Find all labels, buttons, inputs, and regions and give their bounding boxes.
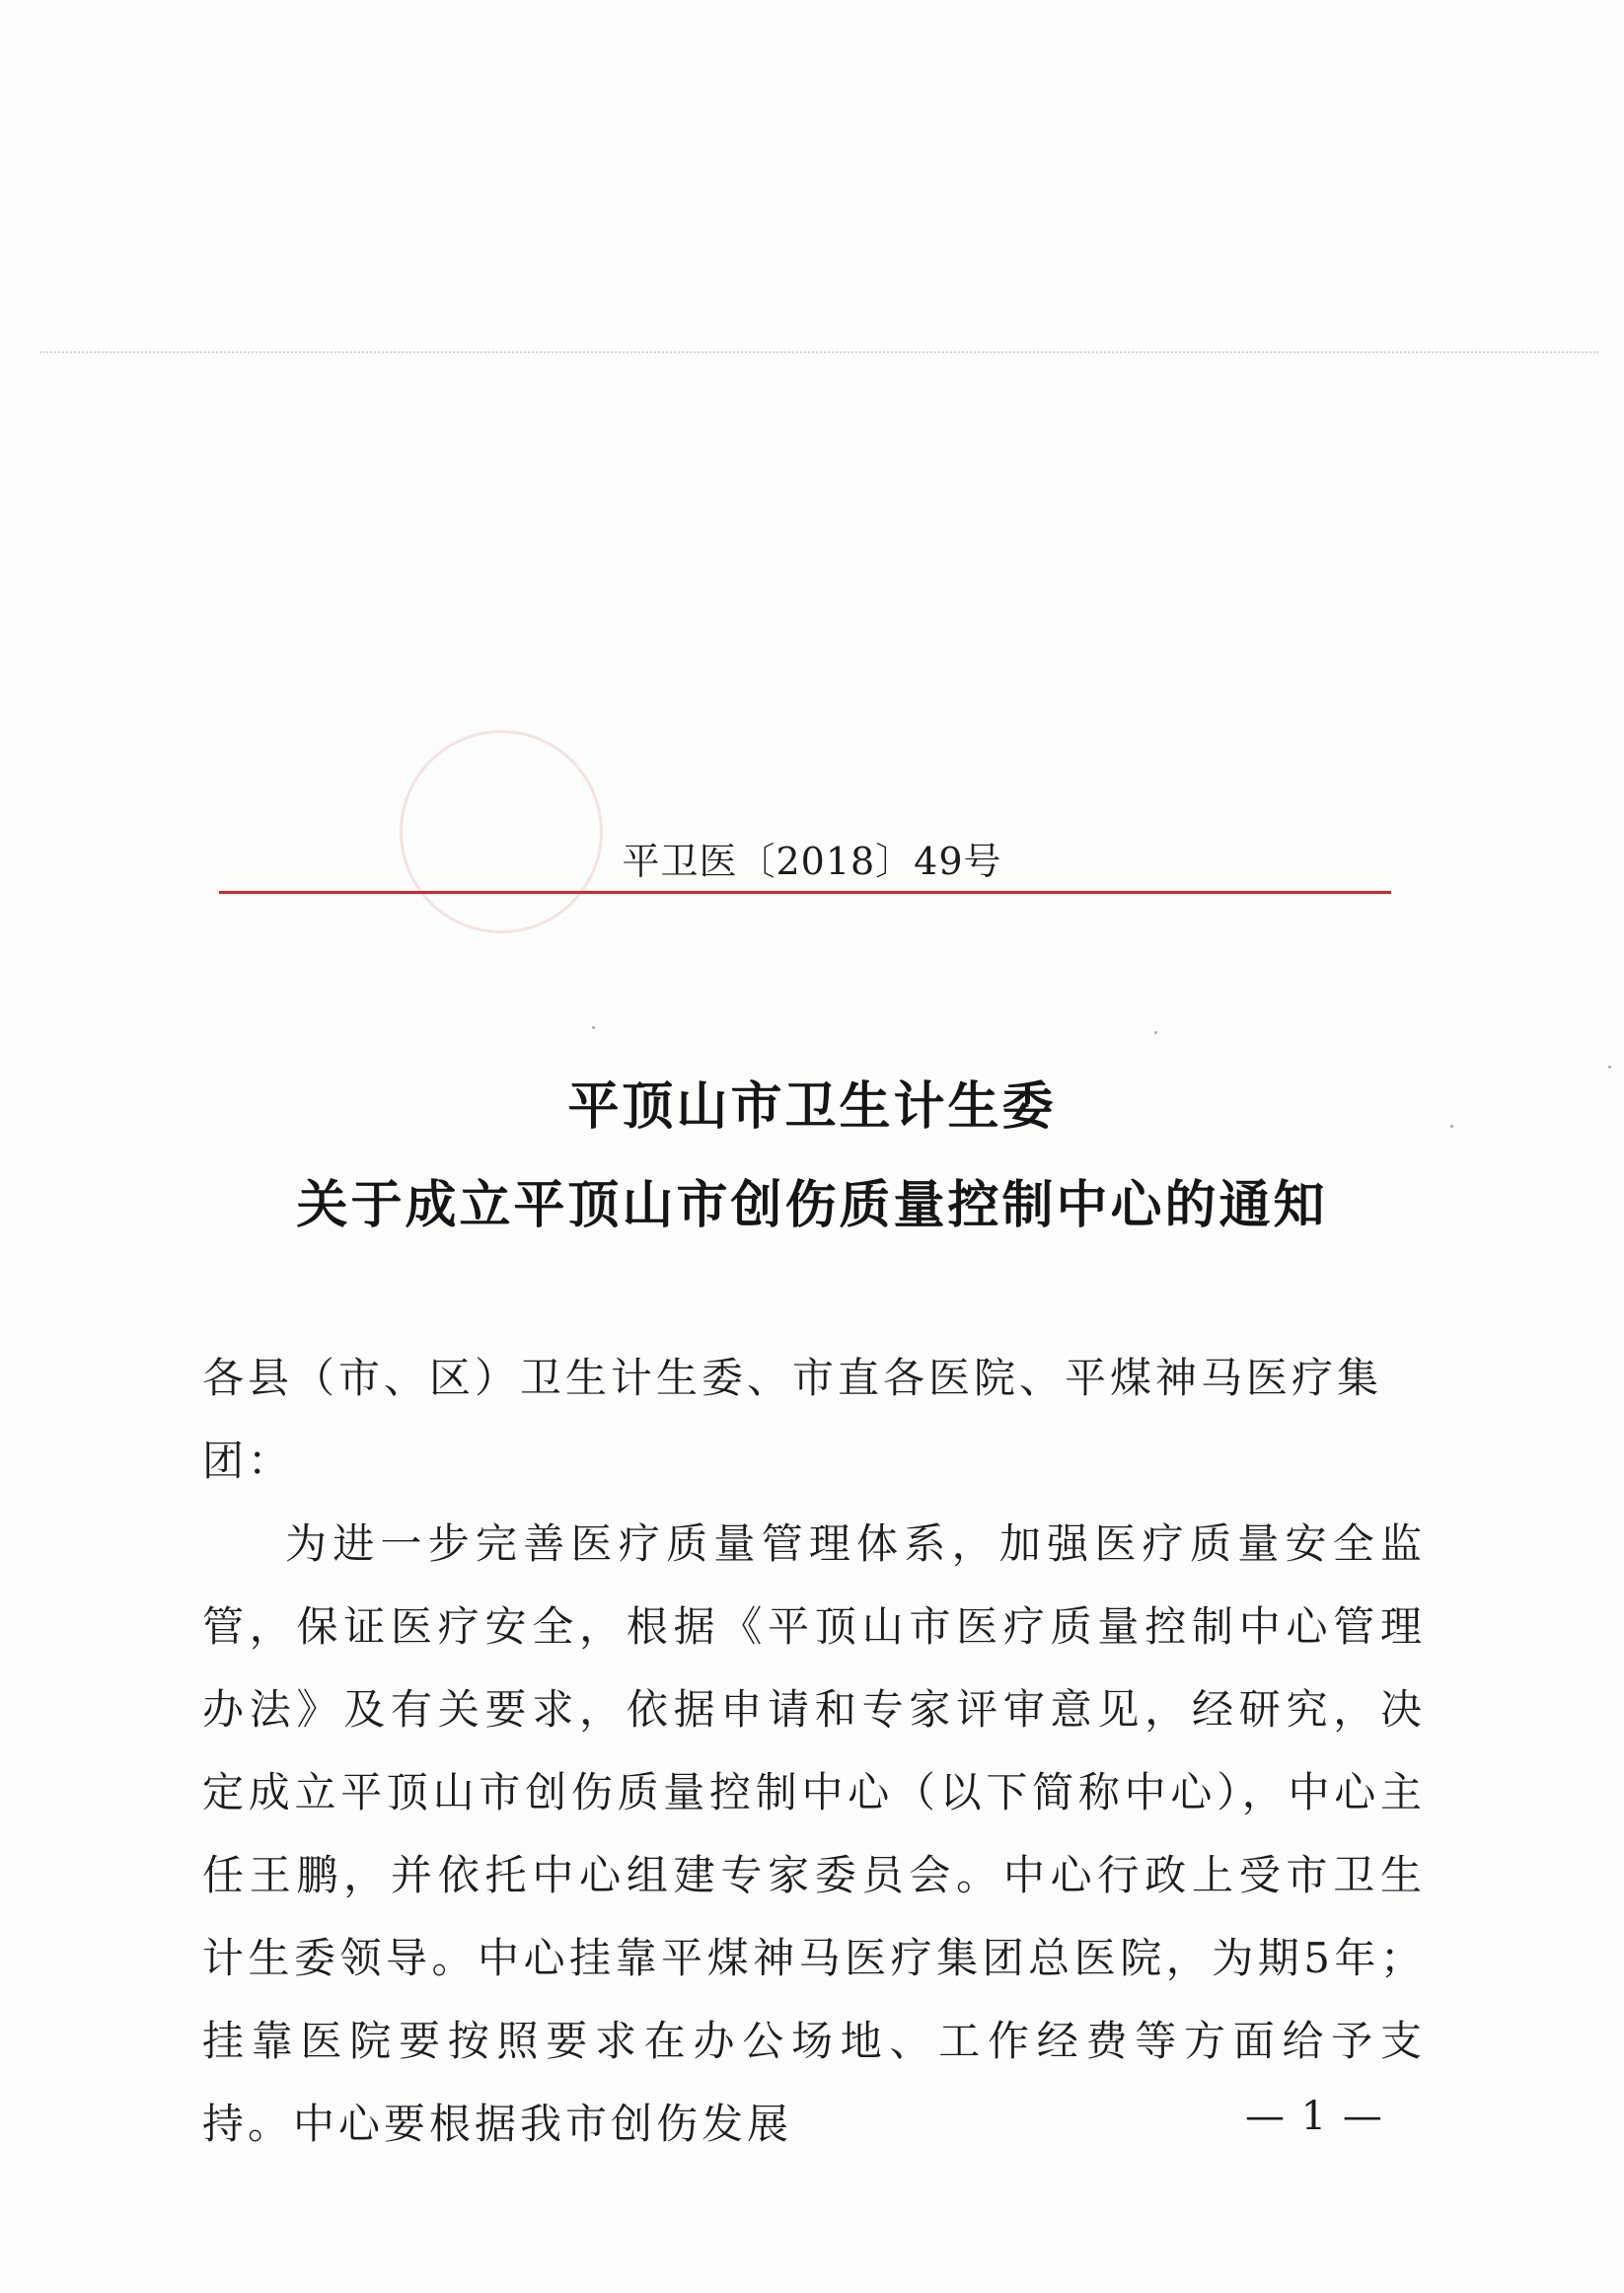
scan-speck xyxy=(592,1026,595,1029)
scan-speck xyxy=(1608,1066,1611,1069)
addressee: 各县（市、区）卫生计生委、市直各医院、平煤神马医疗集团： xyxy=(202,1354,1383,1485)
page-number: — 1 — xyxy=(1245,2094,1384,2139)
document-number: 平卫医〔2018〕49号 xyxy=(622,840,1002,883)
red-separator-line xyxy=(219,891,1391,894)
scan-speck xyxy=(1154,1031,1157,1034)
title-line-2: 关于成立平顶山市创伤质量控制中心的通知 xyxy=(296,1175,1328,1235)
scan-fold-line xyxy=(39,351,1598,353)
body-paragraph: 为进一步完善医疗质量管理体系，加强医疗质量安全监管，保证医疗安全，根据《平顶山市医疗质量控制中心管理办法》及有关要求，依据申请和专家评审意见，经研究，决定成立平顶山市创伤质量控制中心（以下简称中心），中心主任王鹏，并依托中心组建专家委员会。中心行政上受市卫生计生委领导。中心挂靠平煤神马医疗集团总医院，为期5年；挂靠医院要按照要求在办公场地、工作经费等方面给予支持。中心要根据我市创伤发展 xyxy=(202,1519,1426,2148)
document-body xyxy=(202,1337,1426,2166)
scan-speck xyxy=(1450,1125,1453,1128)
title-line-1: 平顶山市卫生计生委 xyxy=(567,1076,1057,1137)
faded-seal-imprint xyxy=(400,730,603,933)
